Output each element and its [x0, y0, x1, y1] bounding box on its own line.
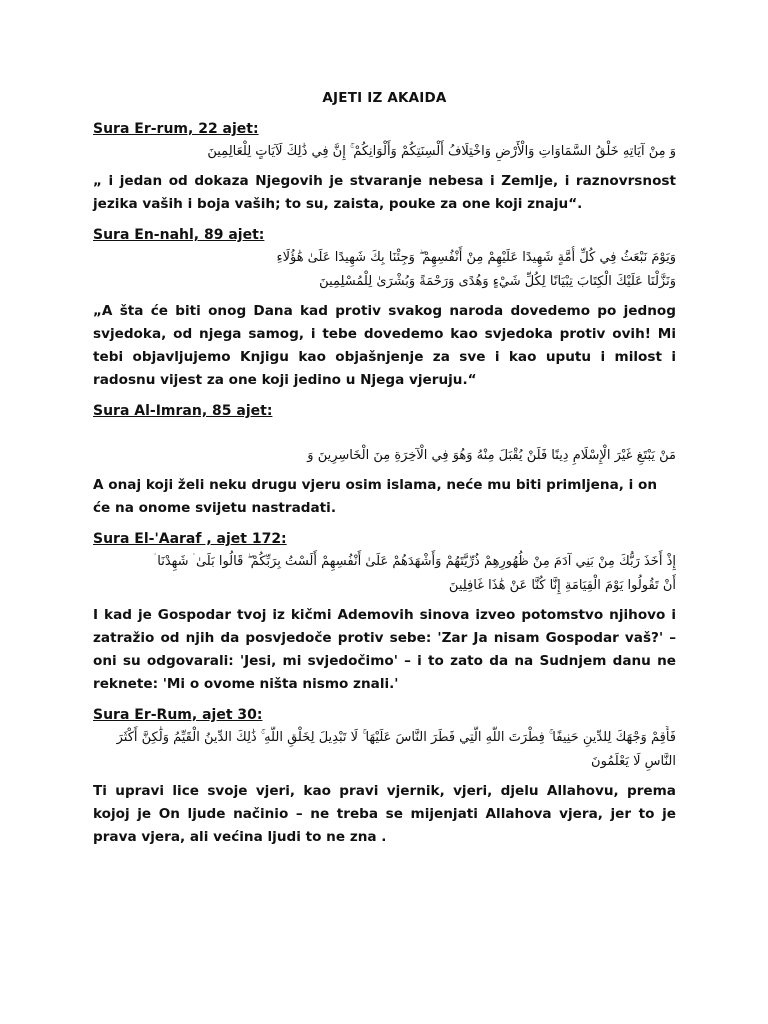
arabic-line: إِذْ أَخَذَ رَبُّكَ مِنْ بَنِي آدَمَ مِنْ ظُهُورِهِمْ ذُرِّيَّتَهُمْ وَأَشْهَدَهُمْ عَلَىٰ أَنْفُسِهِمْ أَلَسْتُ بِرَبِّكُمْ ۖ قَالُوا بَلَىٰ ۛ شَهِدْنَا ۛ	[154, 554, 676, 569]
arabic-verse	[93, 726, 676, 774]
verse-translation: „ i jedan od dokaza Njegovih je stvaranje nebesa i Zemlje, i raznovrsnost jezika vaših i boja vaših; to su, zaista, pouke za one koji znaju“.	[93, 173, 676, 212]
sura-heading: Sura Er-Rum, ajet 30:	[93, 707, 263, 723]
section-el-aaraf-172	[93, 530, 676, 696]
sura-heading: Sura Al-Imran, 85 ajet:	[93, 403, 273, 419]
arabic-verse	[93, 140, 676, 164]
verse-translation: „A šta će biti onog Dana kad protiv svakog naroda dovedemo po jednog svjedoka, od njega samog, i tebe dovedemo kao svjedoka protiv ovih! Mi tebi objavljujemo Knjigu kao objašnjenje za sve i kao uputu i milost i radosnu vijest za one koji jedino u Njega vjeruju.“	[93, 303, 676, 388]
section-en-nahl-89	[93, 226, 676, 392]
sura-heading: Sura En-nahl, 89 ajet:	[93, 227, 265, 243]
arabic-verse	[93, 246, 676, 294]
verse-translation: I kad je Gospodar tvoj iz kičmi Ademovih sinova izveo potomstvo njihovo i zatražio od njih da posvjedoče protiv sebe: 'Zar Ja nisam Gospodar vaš?' – oni su odgovarali: 'Jesi, mi svjedočimo' – i to zato da na Sudnjem danu ne reknete: 'Mi o ovome ništa nismo znali.'	[93, 607, 676, 692]
document-page	[93, 90, 676, 859]
section-al-imran-85	[93, 402, 676, 520]
sura-heading: Sura Er-rum, 22 ajet:	[93, 121, 259, 137]
document-title: AJETI IZ AKAIDA	[322, 90, 447, 106]
section-er-rum-22	[93, 120, 676, 216]
sura-heading: Sura El-'Aaraf , ajet 172:	[93, 531, 287, 547]
verse-translation: A onaj koji želi neku drugu vjeru osim islama, neće mu biti primljena, i on će na onome svijetu nastradati.	[93, 477, 658, 516]
section-er-rum-30	[93, 706, 676, 849]
spacer	[93, 420, 676, 442]
arabic-line: وَ مِنْ آيَاتِهِ خَلْقُ السَّمَاوَاتِ وَالْأَرْضِ وَاخْتِلَافُ أَلْسِنَتِكُمْ وَأَلْوَانِكُمْ ۚ إِنَّ فِي ذَٰلِكَ لَآيَاتٍ لِلْعَالِمِينَ	[207, 144, 676, 159]
arabic-line: أَنْ تَقُولُوا يَوْمَ الْقِيَامَةِ إِنَّا كُنَّا عَنْ هَٰذَا غَافِلِينَ	[448, 578, 676, 593]
arabic-line: فَأَقِمْ وَجْهَكَ لِلدِّينِ حَنِيفًا ۚ فِطْرَتَ اللَّهِ الَّتِي فَطَرَ النَّاسَ عَلَيْهَا ۚ لَا تَبْدِيلَ لِخَلْقِ اللَّهِ ۚ ذَٰلِكَ الدِّينُ الْقَيِّمُ وَلَٰكِنَّ أَكْثَرَ	[116, 730, 676, 745]
arabic-line: وَنَزَّلْنَا عَلَيْكَ الْكِتَابَ تِبْيَانًا لِكُلِّ شَيْءٍ وَهُدًى وَرَحْمَةً وَبُشْرَىٰ لِلْمُسْلِمِينَ	[319, 274, 676, 289]
arabic-line: وَيَوْمَ نَبْعَثُ فِي كُلِّ أُمَّةٍ شَهِيدًا عَلَيْهِمْ مِنْ أَنْفُسِهِمْ ۖ وَجِئْنَا بِكَ شَهِيدًا عَلَىٰ هَٰؤُلَاءِ	[276, 250, 676, 265]
arabic-line: مَنْ يَبْتَغِ غَيْرَ الْإِسْلَامِ دِينًا فَلَنْ يُقْبَلَ مِنْهُ وَهُوَ فِي الْآخِرَةِ مِنَ الْخَاسِرِينَ وَ	[307, 448, 676, 463]
arabic-verse	[93, 444, 676, 468]
arabic-verse	[93, 550, 676, 598]
verse-translation: Ti upravi lice svoje vjeri, kao pravi vjernik, vjeri, djelu Allahovu, prema kojoj je On ljude načinio – ne treba se mijenjati Allahova vjera, jer to je prava vjera, ali većina ljudi to ne zna .	[93, 783, 676, 845]
arabic-line: النَّاسِ لَا يَعْلَمُونَ	[591, 754, 676, 769]
